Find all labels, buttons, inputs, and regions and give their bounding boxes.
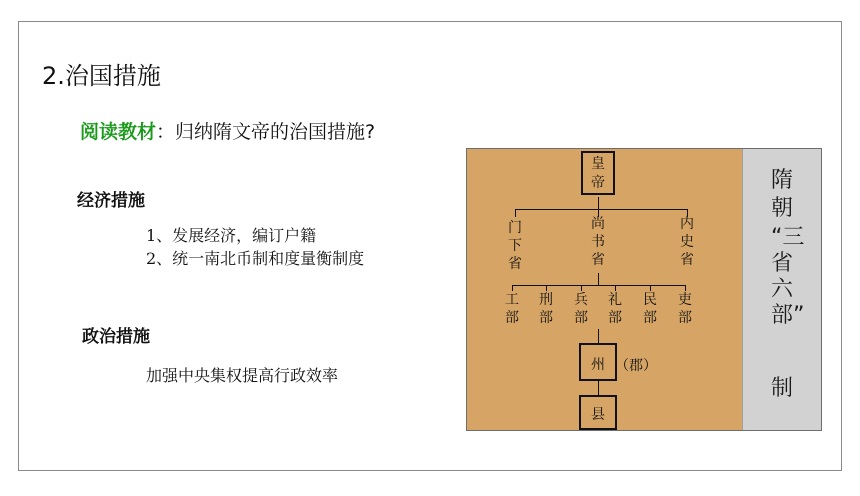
connector-line <box>598 197 599 209</box>
county-box <box>579 395 617 430</box>
department-menxia: 门下省 <box>508 220 522 272</box>
side-title-panel <box>742 149 821 430</box>
prefecture-label: 州 <box>591 357 605 373</box>
economic-item: 1、发展经济，编订户籍 <box>146 226 317 245</box>
reading-prompt <box>80 117 375 144</box>
connector-line <box>598 329 599 343</box>
side-title-suffix: 制 <box>771 376 794 401</box>
connector-line <box>598 381 599 395</box>
connector-line <box>515 209 516 217</box>
ministry-personnel: 吏部 <box>678 292 692 326</box>
prefecture-note: （郡） <box>615 358 657 374</box>
reading-question: ：归纳隋文帝的治国措施? <box>156 121 376 143</box>
department-shangshu: 尚书省 <box>591 216 605 268</box>
economic-heading: 经济措施 <box>77 191 145 211</box>
political-heading: 政治措施 <box>82 327 150 347</box>
department-neishi: 内史省 <box>680 216 694 268</box>
three-departments-diagram <box>466 148 822 431</box>
emperor-box <box>581 151 615 195</box>
ministry-justice: 刑部 <box>539 292 553 326</box>
reading-label: 阅读教材 <box>80 121 157 143</box>
connector-line <box>598 273 599 285</box>
org-chart <box>467 149 742 430</box>
political-text: 加强中央集权提高行政效率 <box>146 366 339 385</box>
connector-line <box>512 285 685 286</box>
county-label: 县 <box>591 407 605 423</box>
slide-title: 2.治国措施 <box>42 62 161 90</box>
connector-line <box>515 209 687 210</box>
side-title-dynasty: 隋朝 <box>771 168 794 221</box>
emperor-label: 皇帝 <box>591 156 605 191</box>
economic-item: 2、统一南北币制和度量衡制度 <box>146 249 365 268</box>
ministry-people: 民部 <box>643 292 657 326</box>
prefecture-box <box>579 343 617 381</box>
ministry-works: 工部 <box>505 292 519 326</box>
economic-list <box>146 224 364 270</box>
side-title-system: “三省六部” <box>771 225 805 328</box>
ministry-war: 兵部 <box>574 292 588 326</box>
ministry-rites: 礼部 <box>608 292 622 326</box>
